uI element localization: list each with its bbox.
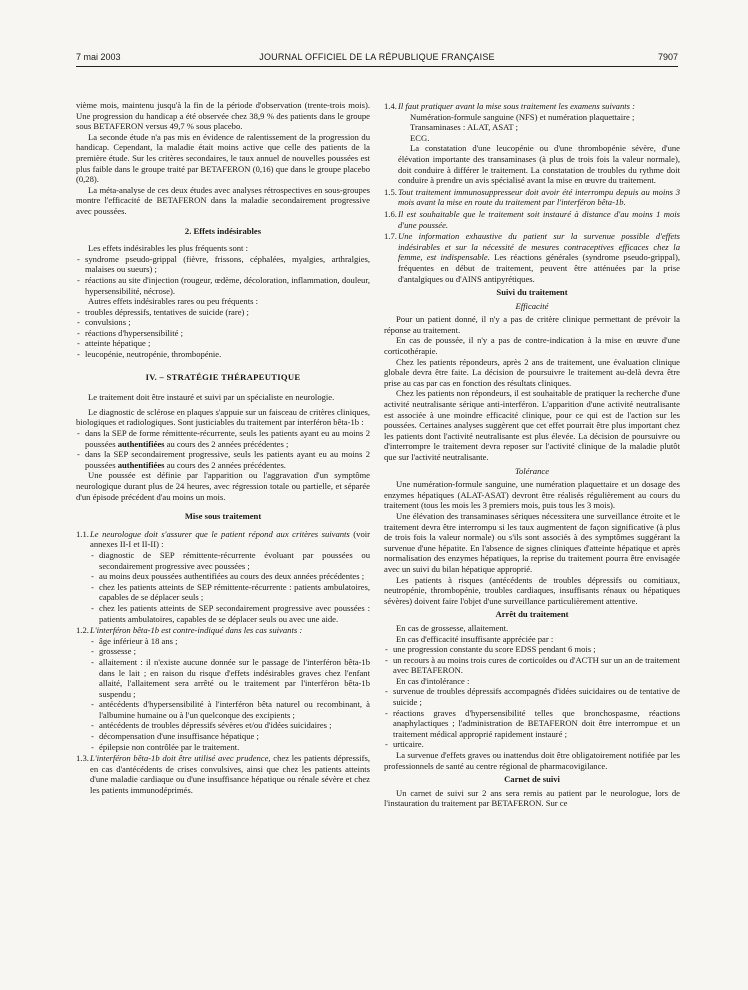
list-item: - leucopénie, neutropénie, thrombopénie. [76,349,370,360]
section-heading-arret: Arrêt du traitement [495,609,569,620]
paragraph: En cas d'intolérance : [396,675,470,686]
subheading-efficacite: Efficacité [515,300,549,311]
list-item: - diagnostic de SEP rémittente-récurrente évoluant par poussées ou secondairement progressive avec poussées ; [90,550,370,571]
paragraph: Une élévation des transaminases sériques nécessitera une surveillance étroite et le traitement devra être interrompu si les taux augmentent de façon significative (à plus de trois fois la valeur normale) ou s'ils sont associés à des symptômes suggérant la survenue d'une hépatite. En l'absence de signes cliniques d'atteinte hépatique et après normalisation des enzymes hépatiques, la reprise du traitement pourra être envisagée avec un suivi du bilan hépatique approprié. [384,510,680,574]
paragraph: Le traitement doit être instauré et suivi par un spécialiste en neurologie. [88,392,335,403]
list-item: - urticaire. [384,739,680,750]
effets-frequents-list [76,254,370,296]
section-heading-carnet: Carnet de suivi [504,774,560,785]
paragraph: En cas de grossesse, allaitement. [396,622,509,633]
paragraph: En cas de poussée, il n'y a pas de contre-indication à la mise en œuvre d'une corticothérapie. [384,335,680,357]
list-item: - épilepsie non contrôlée par le traitement. [90,742,370,753]
section-heading-suivi: Suivi du traitement [496,287,568,298]
section-heading-strategie: IV. – STRATÉGIE THÉRAPEUTIQUE [145,371,301,382]
list-item: - grossesse ; [90,646,370,657]
list-item: - survenue de troubles dépressifs accompagnés d'idées suicidaires ou de tentative de suicide ; [384,686,680,707]
list-item: - allaitement : il n'existe aucune donnée sur le passage de l'interféron bêta-1b dans le lait ; en raison du risque d'effets indésirables graves chez l'enfant allaité, l'allaitement sera arrêté ou le traitement par l'interféron bêta-1b suspendu ; [90,657,370,699]
paragraph: Le diagnostic de sclérose en plaques s'appuie sur un faisceau de critères cliniques, biologiques et radiologiques. Sont justiciables du traitement par interféron bêta-1b : [76,406,370,428]
paragraph: La survenue d'effets graves ou inattendus doit être obligatoirement notifiée par les professionnels de santé au centre régional de pharmacovigilance. [384,750,680,771]
numbered-item-1-2: 1.2. L'interféron bêta-1b est contre-indiqué dans les cas suivants : - âge inférieur à 18 ans ; - grossesse ; - allaitement : il n'existe aucune donnée sur le passage de l'interféron bêta-1b dans le lait ; en raison du risque d'effets indésirables graves chez l'enfant allaité, l'allaitement sera arrêté ou le traitement par l'interféron bêta-1b suspendu ; - antécédents d'hypersensibilité à l'interféron bêta naturel ou recombinant, à l'albumine humaine ou à l'un quelconque des excipients ; - antécédents de troubles dépressifs sévères et/ou d'idées suicidaires ; - décompensation d'une insuffisance hépatique ; - épilepsie non contrôlée par le traitement. [76,625,370,752]
effets-rares-list [76,307,370,360]
paragraph: Un carnet de suivi sur 2 ans sera remis au patient par le neurologue, lors de l'instauration du traitement par BETAFERON. Sur ce [384,787,680,809]
list-item: - troubles dépressifs, tentatives de suicide (rare) ; [76,307,370,318]
list-item: - atteinte hépatique ; [76,338,370,349]
section-heading-effets: 2. Effets indésirables [184,225,262,236]
numbered-item-1-3: 1.3. L'interféron bêta-1b doit être utilisé avec prudence, chez les patients dépressifs, en cas d'antécédents de crises convulsives, ainsi que chez les patients atteints d'une maladie cardiaque ou d'une insuffisance hépatique ou rénale sévère et chez les patients immunodéprimés. [76,753,370,796]
paragraph: Numération-formule sanguine (NFS) et numération plaquettaire ; [410,111,635,122]
journal-title: JOURNAL OFFICIEL DE LA RÉPUBLIQUE FRANÇAISE [259,52,495,62]
paragraph: La méta-analyse de ces deux études avec analyses rétrospectives en sous-groupes montre l'efficacité de BETAFERON dans la maladie secondairement progressive avec poussées. [76,184,370,216]
paragraph: Chez les patients non répondeurs, il est souhaitable de pratiquer la recherche d'une activité neutralisante sérique anti-interféron. L'apparition d'une activité neutralisante est associée à une moindre efficacité clinique, pour ce qui est de l'action sur les poussées. Certaines analyses suggèrent que cet effet pourrait être plus important chez les patients dont l'activité neutralisante est plus élevée. La décision de poursuivre ou d'interrompre le traitement devra reposer sur l'activité clinique de la maladie plutôt que sur l'activité neutralisante. [384,388,680,462]
paragraph: vième mois, maintenu jusqu'à la fin de la période d'observation (trente-trois mois). Une progression du handicap a été observée chez 38,9 % des patients dans le groupe sous BETAFERON versus 49,7 % sous placebo. [76,100,370,132]
section-heading-mise: Mise sous traitement [184,511,262,522]
header-rule [76,66,678,67]
list-item: - au moins deux poussées authentifiées au cours des deux années précédentes ; [90,571,370,582]
publication-date: 7 mai 2003 [76,52,121,62]
criteria-list [76,428,370,470]
paragraph: Les patients à risques (antécédents de troubles dépressifs ou comitiaux, neutropénie, thrombopénie, troubles cardiaques, insuffisants rénaux ou hépatiques sévères) doivent faire l'objet d'une surveillance particulièrement attentive. [384,574,680,606]
paragraph: En cas d'efficacité insuffisante appréciée par : [396,633,554,644]
list-item: - convulsions ; [76,317,370,328]
numbered-item-1-1: 1.1. Le neurologue doit s'assurer que le patient répond aux critères suivants (voir annexes II-I et II-II) : - diagnostic de SEP rémittente-récurrente évoluant par poussées ou secondairement progressive avec poussées ; - au moins deux poussées authentifiées au cours des deux années précédentes ; - chez les patients atteints de SEP rémittente-récurrente : patients ambulatoires, capables de se déplacer seuls ; - chez les patients atteints de SEP secondairement progressive avec poussées : patients ambulatoires, capables de se déplacer seuls ou avec une aide. [76,529,370,624]
page-number: 7907 [657,52,678,62]
list-item: - âge inférieur à 18 ans ; [90,636,370,647]
list-item: - décompensation d'une insuffisance hépatique ; [90,731,370,742]
numbered-item-1-4: 1.4. Il faut pratiquer avant la mise sous traitement les examens suivants : Numération-formule sanguine (NFS) et numération plaquettaire ; Transaminases : ALAT, ASAT ; ECG. La constatation d'une leucopénie ou d'une thrombopénie sévère, d'une élévation importante des transaminases (à plus de trois fois la valeur normale), doit conduire à différer le traitement. La constatation de troubles du rythme doit conduire à prendre un avis spécialisé avant la mise en œuvre du traitement. [384,101,680,186]
numbered-item-1-6: 1.6. Il est souhaitable que le traitement soit instauré à distance d'au moins 1 mois d'une poussée. [384,208,680,230]
left-column [76,100,370,796]
paragraph: Les effets indésirables les plus fréquents sont : [88,243,248,254]
list-item: - antécédents de troubles dépressifs sévères et/ou d'idées suicidaires ; [90,720,370,731]
numbered-item-1-7: 1.7. Une information exhaustive du patient sur la survenue possible d'effets indésirables et sur la nécessité de mesures contraceptives efficaces chez la femme, est indispensable. Les réactions générales (syndrome pseudo-grippal), fréquentes en début de traitement, peuvent être atténuées par la prise d'antalgiques ou d'AINS antipyrétiques. [384,231,680,284]
paragraph: Autres effets indésirables rares ou peu fréquents : [88,296,258,307]
list-item: - syndrome pseudo-grippal (fièvre, frissons, céphalées, myalgies, arthralgies, malaises ou sueurs) ; [76,254,370,275]
efficacite-insuffisante-list [384,644,680,676]
paragraph: Une poussée est définie par l'apparition ou l'aggravation d'un symptôme neurologique durant plus de 24 heures, avec régression totale ou partielle, et séparée d'un épisode précédent d'au moins un mois. [76,470,370,502]
list-item: - réactions au site d'injection (rougeur, œdème, décoloration, inflammation, douleur, hypersensibilité, nécrose). [76,275,370,296]
paragraph: Transaminases : ALAT, ASAT ; [410,122,518,133]
paragraph: La seconde étude n'a pas mis en évidence de ralentissement de la progression du handicap. Cependant, la maladie était moins active que celle des patients de la première étude. Sur les critères secondaires, le taux annuel de nouvelles poussées est plus faible dans le groupe traité par BETAFERON (0,16) que dans le groupe placebo (0,28). [76,131,370,185]
right-column [384,100,680,809]
list-item: - dans la SEP secondairement progressive, seuls les patients ayant eu au moins 2 poussées authentifiées au cours des 2 années précédentes. [76,449,370,470]
paragraph: ECG. [410,132,430,143]
numbered-item-1-5: 1.5. Tout traitement immunosuppresseur doit avoir été interrompu depuis au moins 3 mois avant la mise en route du traitement par l'interféron bêta-1b. [384,186,680,208]
intolerance-list [384,686,680,750]
paragraph: Pour un patient donné, il n'y a pas de critère clinique permettant de prévoir la réponse au traitement. [384,314,680,335]
list-item: - une progression constante du score EDSS pendant 6 mois ; [384,644,680,655]
paragraph: Une numération-formule sanguine, une numération plaquettaire et un dosage des enzymes hépatiques (ALAT-ASAT) devront être réalisés régulièrement au cours du traitement (tous les mois les 3 premiers mois, puis tous les 3 mois). [384,479,680,511]
list-item: - dans la SEP de forme rémittente-récurrente, seuls les patients ayant eu au moins 2 poussées authentifiées au cours des 2 années précédentes ; [76,428,370,449]
list-item: - antécédents d'hypersensibilité à l'interféron bêta naturel ou recombinant, à l'albumine humaine ou à l'un quelconque des excipients ; [90,699,370,720]
paragraph: La constatation d'une leucopénie ou d'une thrombopénie sévère, d'une élévation importante des transaminases (à plus de trois fois la valeur normale), doit conduire à différer le traitement. La constatation de troubles du rythme doit conduire à prendre un avis spécialisé avant la mise en œuvre du traitement. [398,143,680,186]
list-item: - un recours à au moins trois cures de corticoïdes ou d'ACTH sur un an de traitement avec BETAFERON. [384,655,680,676]
subheading-tolerance: Tolérance [514,465,550,476]
list-item: - réactions graves d'hypersensibilité telles que bronchospasme, réactions anaphylactiques ; l'administration de BETAFERON doit être interrompue et un traitement médical approprié rapidement instauré ; [384,708,680,740]
page-header [76,52,678,64]
list-item: - réactions d'hypersensibilité ; [76,328,370,339]
list-item: - chez les patients atteints de SEP rémittente-récurrente : patients ambulatoires, capables de se déplacer seuls ; [90,582,370,603]
paragraph: Chez les patients répondeurs, après 2 ans de traitement, une évaluation clinique globale devra être faite. La décision de poursuivre le traitement au-delà devra être prise au cas par cas en fonction des résultats cliniques. [384,356,680,388]
list-item: - chez les patients atteints de SEP secondairement progressive avec poussées : patients ambulatoires, capables de se déplacer seuls ou avec une aide. [90,603,370,624]
